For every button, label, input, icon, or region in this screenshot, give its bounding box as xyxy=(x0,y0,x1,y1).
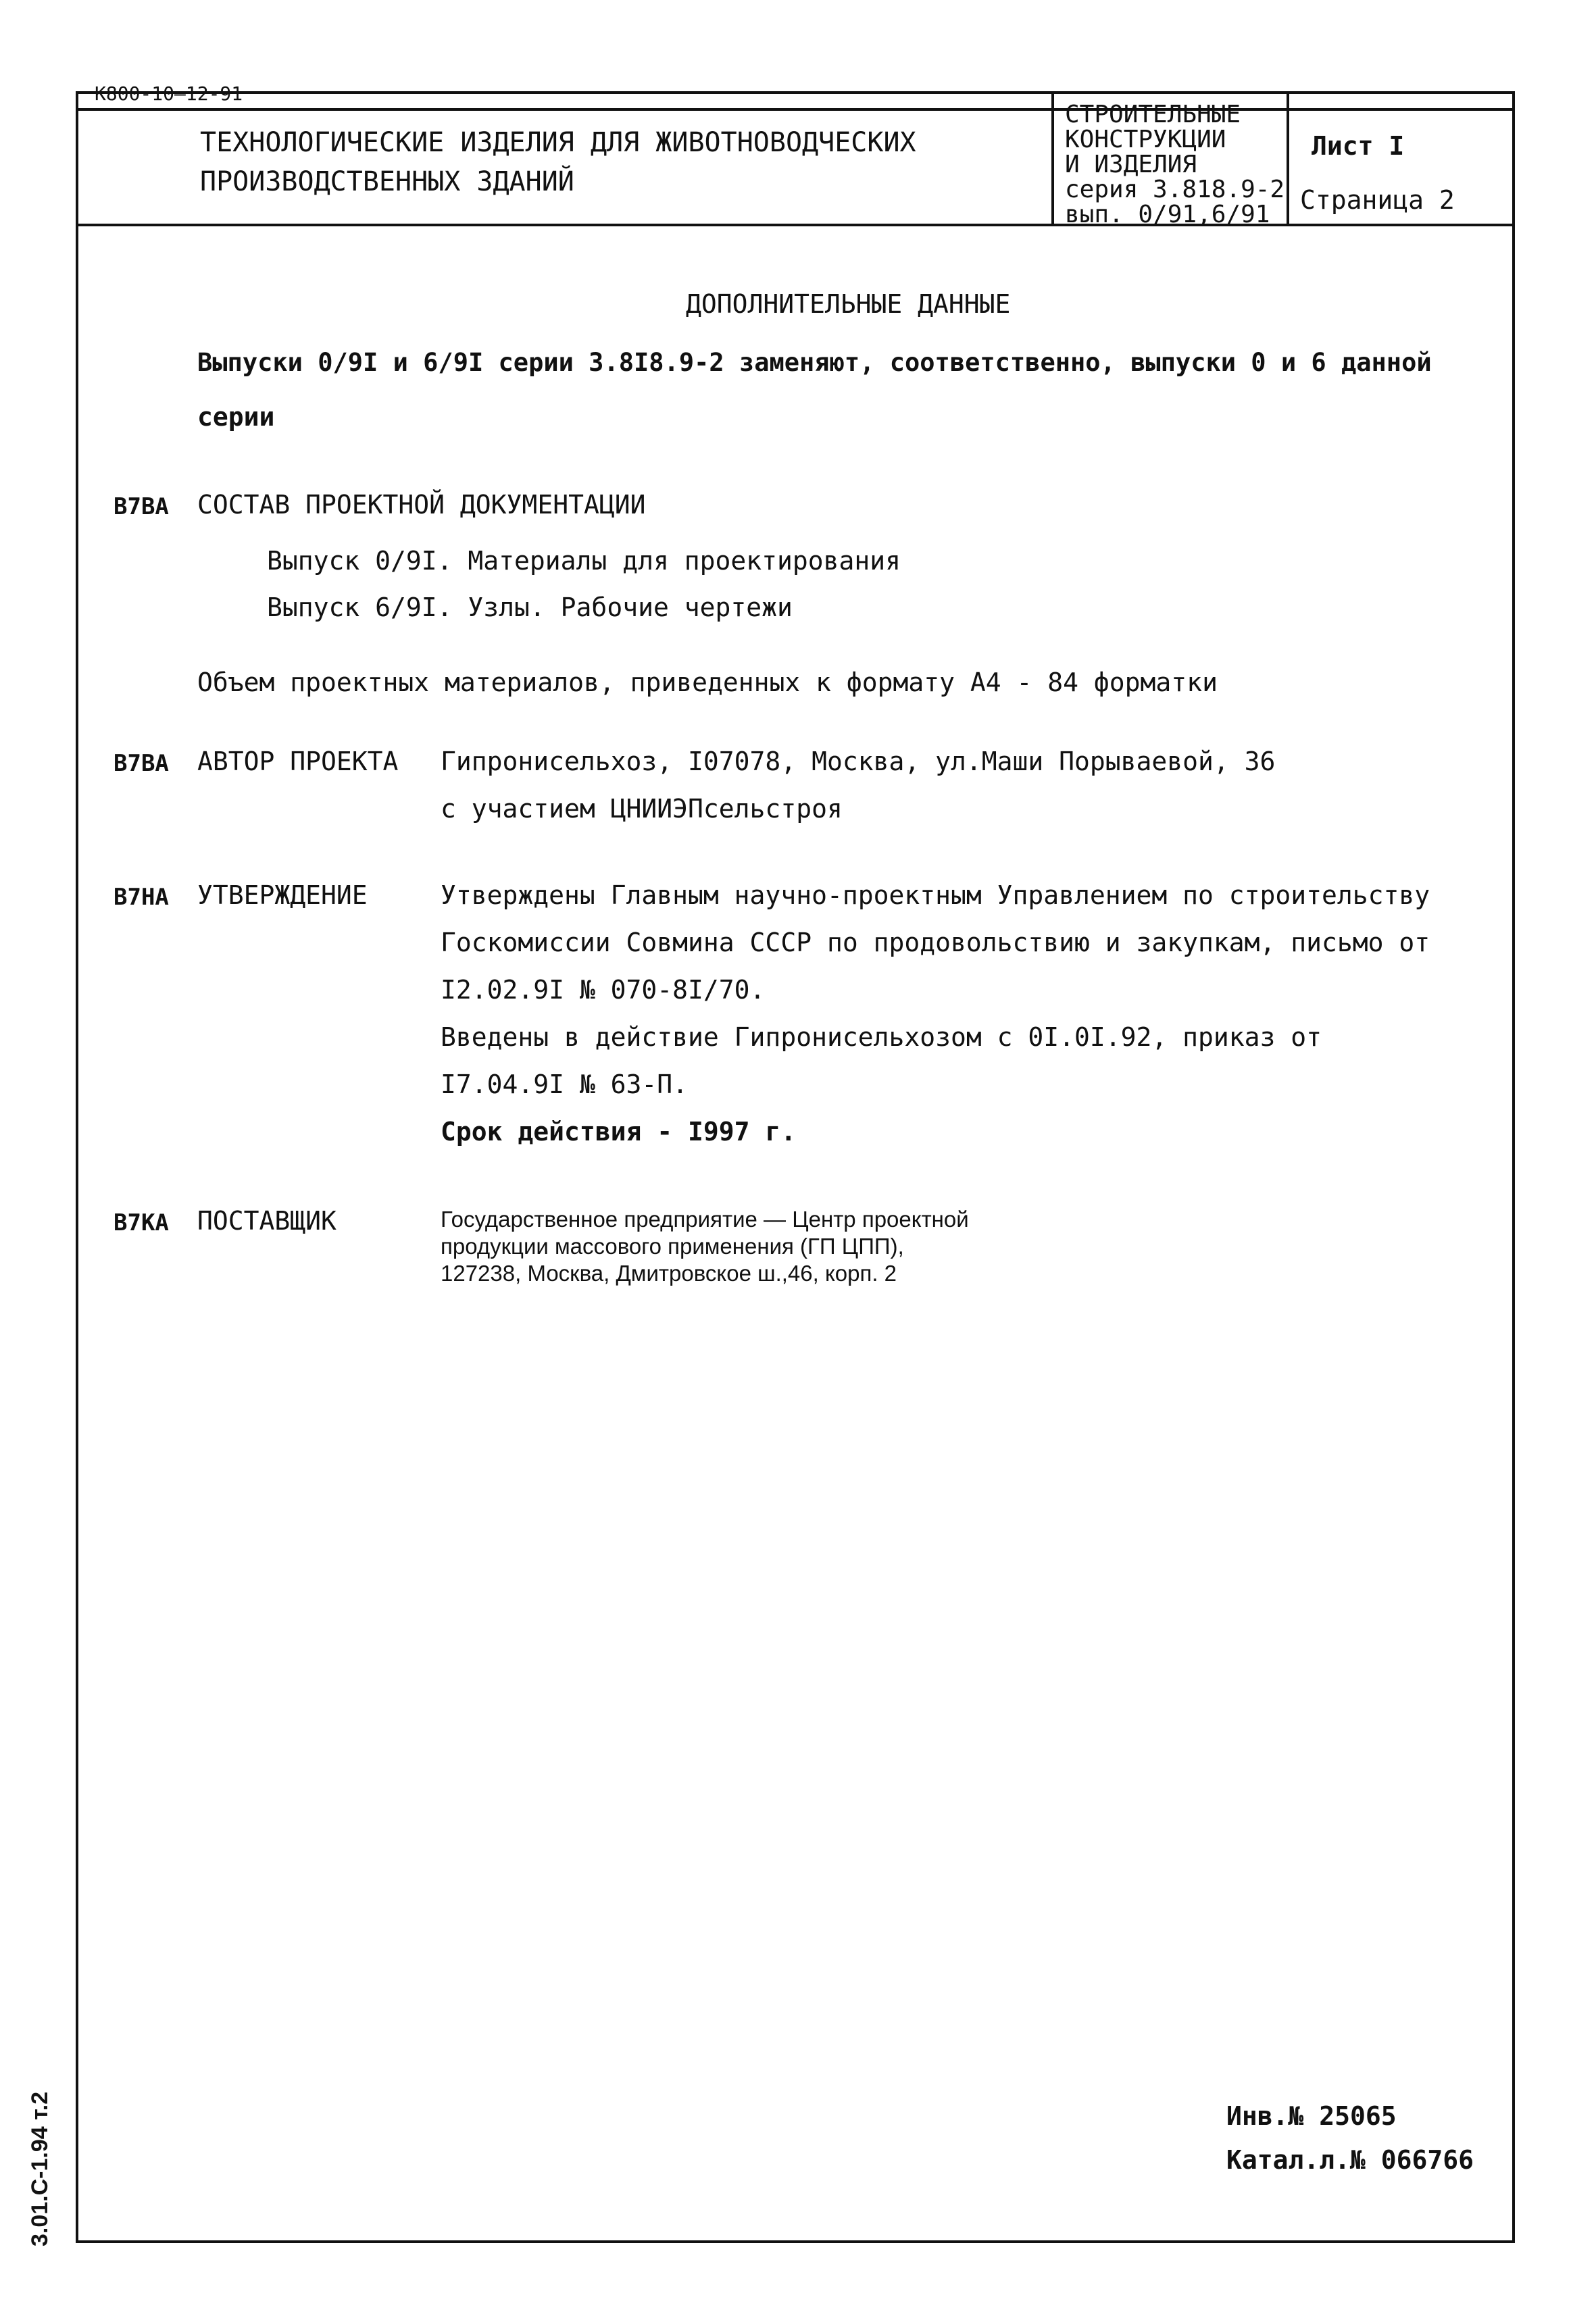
approval-line: Госкомиссии Совмина СССР по продовольствию и закупкам, письмо от xyxy=(441,928,1430,957)
supplier-line: 127238, Москва, Дмитровское ш.,46, корп. 2 xyxy=(441,1261,897,1286)
catalog-number: Катал.л.№ 066766 xyxy=(1226,2145,1474,2175)
composition-item: Выпуск 6/9I. Узлы. Рабочие чертежи xyxy=(267,593,793,622)
author-line1: Гипронисельхоз, I07078, Москва, ул.Маши Порываевой, 36 xyxy=(441,747,1276,776)
series-line: КОНСТРУКЦИИ xyxy=(1065,126,1226,153)
approval-line: Утверждены Главным научно-проектным Управлением по строительству xyxy=(441,880,1430,910)
header-title-line1: ТЕХНОЛОГИЧЕСКИЕ ИЗДЕЛИЯ ДЛЯ ЖИВОТНОВОДЧЕСКИХ xyxy=(200,127,916,158)
series-line: серия 3.818.9-2 xyxy=(1065,176,1285,203)
composition-item: Выпуск 0/9I. Материалы для проектирования xyxy=(267,546,901,576)
author-line2: с участием ЦНИИЭПсельстроя xyxy=(441,794,843,824)
page-frame xyxy=(76,108,1515,2243)
document-code: К800-10—12-91 xyxy=(95,82,243,105)
series-line: вып. 0/91,6/91 xyxy=(1065,201,1270,228)
intro-line1: Выпуски 0/9I и 6/9I серии 3.8I8.9-2 заменяют, соответственно, выпуски 0 и 6 данной xyxy=(197,348,1432,377)
approval-line: I2.02.9I № 070-8I/70. xyxy=(441,975,766,1005)
inventory-number: Инв.№ 25065 xyxy=(1226,2101,1397,2131)
composition-volume: Объем проектных материалов, приведенных к формату А4 - 84 форматки xyxy=(197,668,1218,697)
series-block xyxy=(1065,102,1285,227)
approval-code: В7НА xyxy=(114,884,169,911)
title-block-divider xyxy=(1051,94,1054,224)
header-title-line2: ПРОИЗВОДСТВЕННЫХ ЗДАНИЙ xyxy=(200,166,574,197)
composition-code: В7ВА xyxy=(114,493,169,520)
supplier-line: Государственное предприятие — Центр проектной xyxy=(441,1207,969,1232)
series-line: СТРОИТЕЛЬНЫЕ xyxy=(1065,101,1241,128)
section-title: ДОПОЛНИТЕЛЬНЫЕ ДАННЫЕ xyxy=(686,289,1011,319)
title-block xyxy=(76,91,1515,226)
intro-line2: серии xyxy=(197,402,275,432)
page-number: Страница 2 xyxy=(1300,185,1455,215)
supplier-address xyxy=(441,1206,969,1287)
approval-line: Введены в действие Гипронисельхозом с 0I.0I.92, приказ от xyxy=(441,1022,1322,1052)
title-block-divider xyxy=(1287,94,1289,224)
approval-heading: УТВЕРЖДЕНИЕ xyxy=(197,880,368,910)
approval-line: I7.04.9I № 63-П. xyxy=(441,1070,689,1099)
supplier-code: В7КА xyxy=(114,1209,169,1236)
sheet-number: Лист I xyxy=(1312,131,1405,161)
author-heading: АВТОР ПРОЕКТА xyxy=(197,747,399,776)
side-code: 3.01.С-1.94 т.2 xyxy=(27,2091,53,2246)
composition-heading: СОСТАВ ПРОЕКТНОЙ ДОКУМЕНТАЦИИ xyxy=(197,490,646,520)
approval-line: Срок действия - I997 г. xyxy=(441,1117,797,1147)
supplier-line: продукции массового применения (ГП ЦПП), xyxy=(441,1234,904,1259)
series-line: И ИЗДЕЛИЯ xyxy=(1065,151,1197,178)
author-code: В7ВА xyxy=(114,750,169,777)
supplier-heading: ПОСТАВЩИК xyxy=(197,1206,336,1236)
